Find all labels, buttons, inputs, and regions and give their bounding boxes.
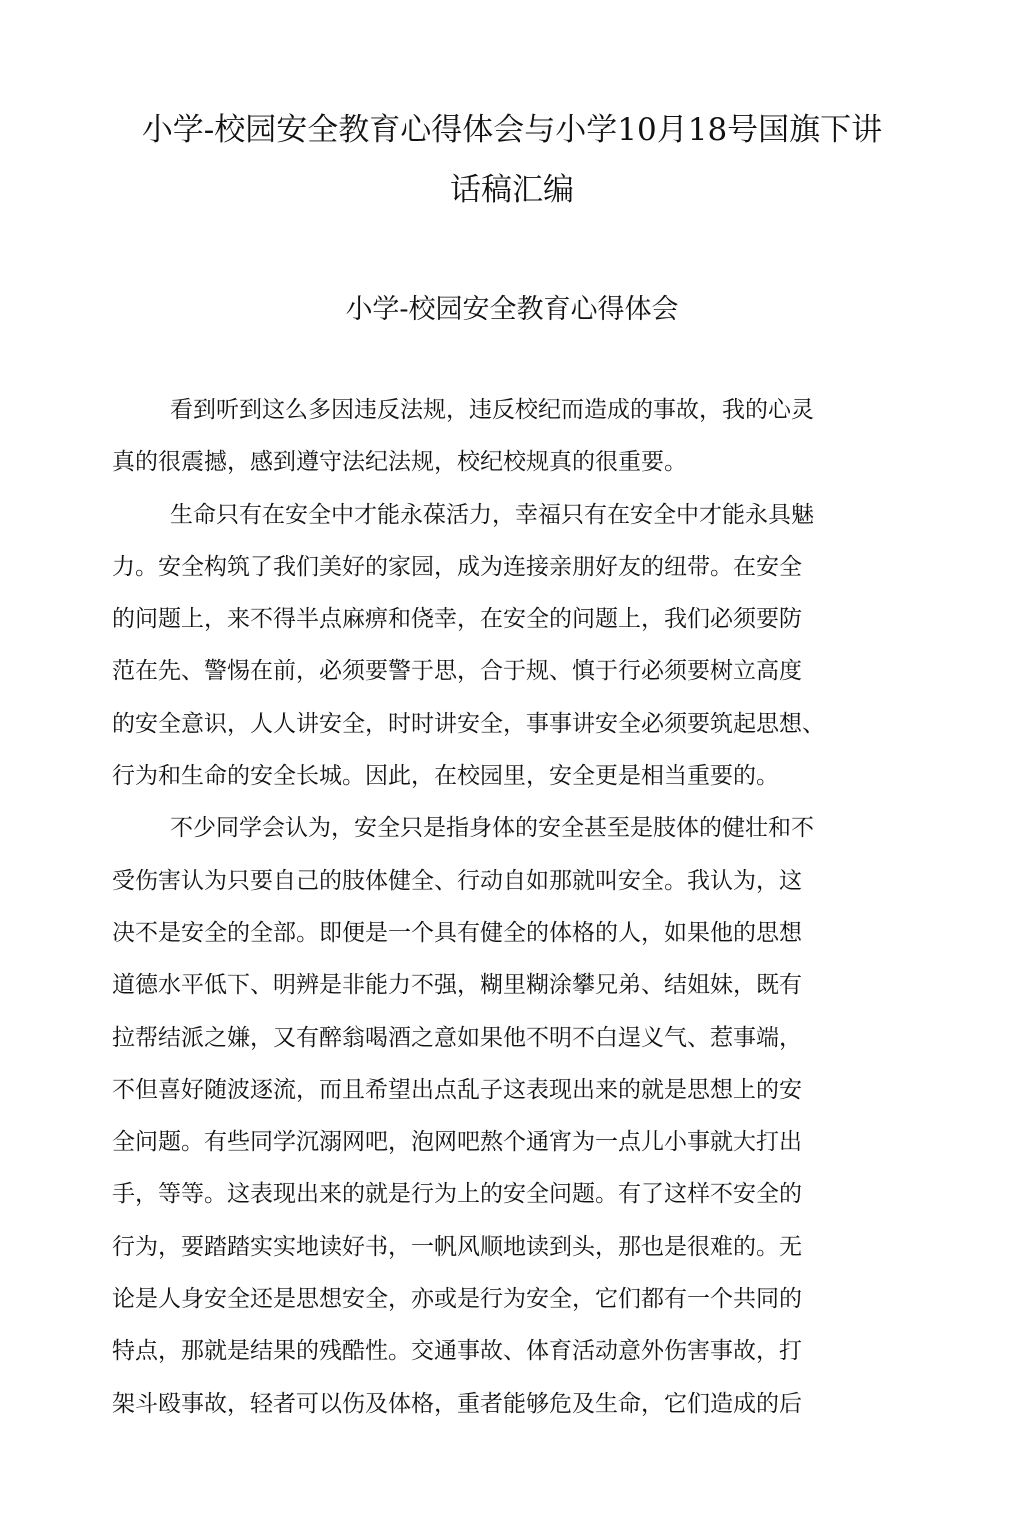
paragraph-line: 拉帮结派之嫌，又有醉翁喝酒之意如果他不明不白逞义气、惹事端， bbox=[112, 1024, 802, 1051]
paragraph-line: 力。安全构筑了我们美好的家园，成为连接亲朋好友的纽带。在安全 bbox=[112, 553, 802, 580]
paragraph-line: 论是人身安全还是思想安全，亦或是行为安全，它们都有一个共同的 bbox=[112, 1286, 802, 1313]
paragraph-line: 生命只有在安全中才能永葆活力，幸福只有在安全中才能永具魅 bbox=[170, 501, 814, 528]
paragraph-line: 行为，要踏踏实实地读好书，一帆风顺地读到头，那也是很难的。无 bbox=[112, 1233, 802, 1260]
paragraph-line: 的问题上，来不得半点麻痹和侥幸，在安全的问题上，我们必须要防 bbox=[112, 606, 802, 633]
paragraph-line: 范在先、警惕在前，必须要警于思，合于规、慎于行必须要树立高度 bbox=[112, 658, 802, 685]
paragraph-line: 行为和生命的安全长城。因此，在校园里，安全更是相当重要的。 bbox=[112, 763, 779, 790]
paragraph-2 bbox=[112, 489, 884, 803]
document-body bbox=[112, 384, 884, 1430]
paragraph-line: 决不是安全的全部。即便是一个具有健全的体格的人，如果他的思想 bbox=[112, 919, 802, 946]
paragraph-line: 真的很震撼，感到遵守法纪法规，校纪校规真的很重要。 bbox=[112, 449, 687, 476]
paragraph-line: 道德水平低下、明辨是非能力不强，糊里糊涂攀兄弟、结姐妹，既有 bbox=[112, 972, 802, 999]
section-title: 小学-校园安全教育心得体会 bbox=[345, 294, 679, 325]
paragraph-line: 不但喜好随波逐流，而且希望出点乱子这表现出来的就是思想上的安 bbox=[112, 1076, 802, 1103]
document-title bbox=[112, 100, 912, 220]
paragraph-line: 架斗殴事故，轻者可以伤及体格，重者能够危及生命，它们造成的后 bbox=[112, 1390, 802, 1417]
document-title-line: 小学-校园安全教育心得体会与小学10月18号国旗下讲 bbox=[141, 112, 883, 148]
paragraph-line: 看到听到这么多因违反法规，违反校纪而造成的事故，我的心灵 bbox=[170, 397, 814, 423]
paragraph-line: 的安全意识，人人讲安全，时时讲安全，事事讲安全必须要筑起思想、 bbox=[112, 710, 825, 737]
paragraph-line: 特点，那就是结果的残酷性。交通事故、体育活动意外伤害事故，打 bbox=[112, 1338, 802, 1365]
paragraph-line: 全问题。有些同学沉溺网吧，泡网吧熬个通宵为一点儿小事就大打出 bbox=[112, 1129, 802, 1156]
paragraph-line: 受伤害认为只要自己的肢体健全、行动自如那就叫安全。我认为，这 bbox=[112, 867, 802, 894]
paragraph-3 bbox=[112, 802, 884, 1430]
document-title-line: 话稿汇编 bbox=[450, 172, 574, 208]
paragraph-line: 手，等等。这表现出来的就是行为上的安全问题。有了这样不安全的 bbox=[112, 1181, 802, 1208]
paragraph-line: 不少同学会认为，安全只是指身体的安全甚至是肢体的健壮和不 bbox=[170, 815, 814, 842]
paragraph-1 bbox=[112, 384, 884, 489]
